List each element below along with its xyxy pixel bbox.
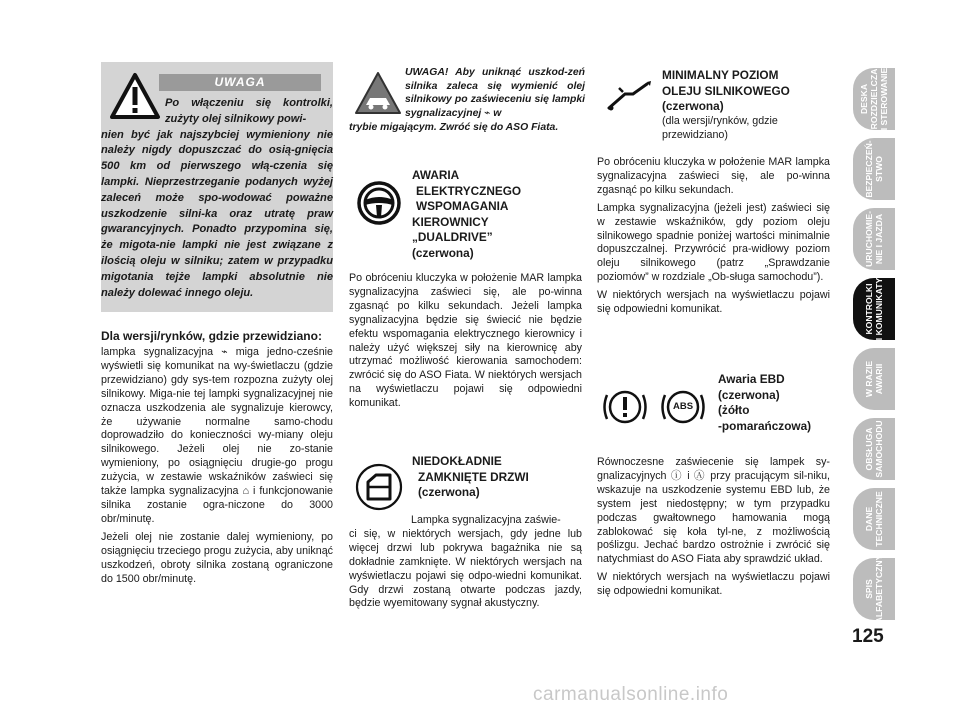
brake-warning-icon — [600, 384, 650, 430]
paragraph: W niektórych wersjach na wyświetlaczu pojawi się odpowiedni komunikat. — [597, 289, 830, 316]
ebd-title: Awaria EBD (czerwona) (żółto -pomarańczowa) — [718, 372, 812, 433]
warning-box — [101, 62, 333, 312]
tab-uruchomienie[interactable]: URUCHOMIE- NIE I JAZDA — [853, 208, 895, 270]
paragraph: Jeżeli olej nie zostanie dalej wymieniony, po osiągnięciu trzeciego progu zużycia, aby uniknąć uszkodzeń, obroty silnika zostaną ograniczone do 1500 obr/minutę. — [101, 530, 333, 585]
engine-oil-warning — [349, 66, 585, 135]
tab-spis-alfabetyczny[interactable]: SPIS ALFABETYCZNY — [853, 558, 895, 620]
tab-deska-rozdzielcza[interactable]: DESKA ROZDZIELCZA I STEROWANIE — [853, 68, 895, 130]
abs-label: ABS — [672, 401, 694, 412]
dualdrive-body: Po obróceniu kluczyka w położenie MAR lampka sygnalizacyjna zaświeci się, ale po-winna zgasnąć po kilku sekundach. Jeżeli lampka sygnalizacyjna będzie się świecić nie będzie efektu wspomagania elektrycznego kierownicy i należy użyć większej siły na kierownicę aby utrzymać możliwość kierowania samochodem: zwrócić się do ASO Fiata. W niektórych wersjach na wyświetlaczu pojawi się odpowiedni komunikat. — [349, 272, 582, 410]
steering-wheel-icon — [354, 178, 404, 228]
paragraph: Lampka sygnalizacyjna (jeżeli jest) zaświeci się w zestawie wskaźników, gdy poziom oleju silnikowego spadnie poniżej wartości minimalnie dopuszczalnej. Przywrócić pra-widłowy poziom oleju silnikowego (patrz „Sprawdzanie poziomów” w rozdziale „Ob-sługa samochodu”). — [597, 201, 830, 284]
tab-kontrolki[interactable]: KONTROLKI I KOMUNIKATY — [853, 278, 895, 340]
paragraph: lampka sygnalizacyjna ⌁ miga jedno-cześnie wyświetli się komunikat na wy-świetlaczu (gdzie przewidziano) gdy sys-tem rozpozna zużyty olej silnikowy. Miga-nie tej lampki sygnalizacyjnej nie oznacza uszkodzenia ale sygnalizuje kierowcy, że używanie normalne samo-chodu doprowadziło do konieczności wy-miany oleju silnikowego. Jeżeli olej nie zo-stanie wymieniony, po osiągnięciu drugie-go progu zużycia, w zestawie wskaźników zaświeci się także lampka sygnalizacyjna ⌂ i funkcjonowanie silnika zostanie ogra-niczone do 3000 obr/minutę. — [101, 346, 333, 525]
oil-level-title: MINIMALNY POZIOM OLEJU SILNIKOWEGO (czerwona) (dla wersji/rynków, gdzie przewidziano) — [662, 68, 790, 141]
tab-bezpieczenstwo[interactable]: BEZPIECZEŃ- STWO — [853, 138, 895, 200]
paragraph: W niektórych wersjach na wyświetlaczu pojawi się odpowiedni komunikat. — [597, 571, 830, 598]
page-number: 125 — [852, 626, 884, 647]
oil-can-icon — [603, 78, 655, 114]
tab-w-razie-awarii[interactable]: W RAZIE AWARII — [853, 348, 895, 410]
warning-title: UWAGA — [159, 74, 321, 91]
open-door-icon — [354, 462, 404, 512]
doors-title: NIEDOKŁADNIE ZAMKNIĘTE DRZWI (czerwona) — [412, 454, 529, 500]
section-heading: Dla wersji/rynków, gdzie przewidziano: — [101, 329, 322, 343]
paragraph: Po obróceniu kluczyka w położenie MAR lampka sygnalizacyjna zaświeci się, ale po-winna zgasnąć po kilku sekundach. — [597, 156, 830, 196]
ebd-body — [597, 456, 830, 603]
warning-text: Po włączeniu się kontrolki, zużyty olej silnikowy powi- nien być jak najszybciej wymieniony nie należy nigdy dopuszczać do osią-gnięcia 500 km od pierwszego włą-czenia się lampki. Nieprzestrzeganie podanych wyżej zaleceń może spo-wodować poważne uszkodzenie silni-ka oraz utratę praw gwarancyjnych. Ponadto przypomina się, że migota-nie lampki nie jest związane z ilością oleju w silniku; zatem w przypadku migotania tejże lampki absolutnie nie należy dolewać innego oleju. — [101, 97, 333, 299]
watermark: carmanualsonline.info — [533, 684, 729, 705]
oil-wear-section — [101, 328, 333, 590]
abs-icon — [658, 384, 708, 430]
oil-level-body — [597, 156, 830, 321]
dualdrive-title: AWARIA ELEKTRYCZNEGO WSPOMAGANIA KIEROWNICY „DUALDRIVE” (czerwona) — [412, 168, 522, 260]
tab-obsluga[interactable]: OBSŁUGA SAMOCHODU — [853, 418, 895, 480]
warning-text: UWAGA! Aby uniknąć uszkod-zeń silnika zaleca się wymienić olej silnikowy po zaświeceniu się lampki sygnalizacyjnej ⌁ w trybie migającym. Zwróć się do ASO Fiata. — [349, 67, 585, 133]
doors-body: Lampka sygnalizacyjna zaświe- ci się, w niektórych wersjach, gdy jedne lub więcej drzwi lub pokrywa bagażnika nie są dokładnie zamknięte. W niektórych wersjach na wyświetlaczu pojawi się odpo-wiedni komunikat. Gdy drzwi zostaną otwarte podczas jazdy, będzie wyemitowany sygnał akustyczny. — [349, 514, 582, 610]
tab-dane-techniczne[interactable]: DANE TECHNICZNE — [853, 488, 895, 550]
paragraph: Równoczesne zaświecenie się lampek sy-gnalizacyjnych ⓘ i Ⓐ przy pracującym sil-niku, wskazuje na uszkodzenie systemu EBD lub, że system jest niedostępny; w tym przypadku podczas gwałtownego hamowania mogą zablokować się koła tyl-ne, z możliwością poślizgu. Jechać bardzo ostrożnie i zwrócić się natychmiast do ASO Fiata aby sprawdzić układ. — [597, 456, 830, 566]
car-warning-triangle-icon — [354, 71, 402, 115]
